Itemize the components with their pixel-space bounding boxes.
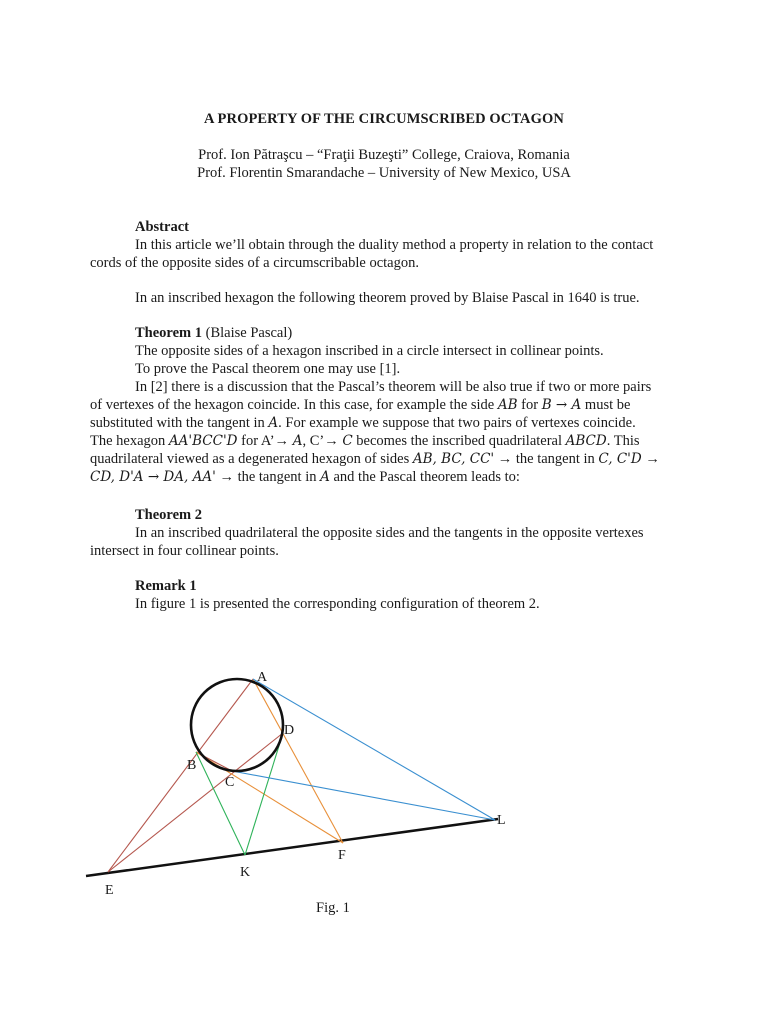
label-l: L — [497, 813, 506, 828]
text-fragment: and the Pascal theorem leads to: — [333, 469, 520, 485]
paper-title: A PROPERTY OF THE CIRCUMSCRIBED OCTAGON — [204, 111, 564, 127]
author-line-1: Prof. Ion Pătraşcu – “Fraţii Buzeşti” College, Craiova, Romania — [198, 147, 570, 163]
label-b: B — [187, 758, 197, 773]
text-fragment: must be — [581, 397, 631, 413]
text-fragment: → the tangent in — [215, 469, 321, 485]
math-cd-da: CD, D'A → DA, AA' — [90, 469, 216, 485]
theorem2-line-1: In an inscribed quadrilateral the opposite sides and the tangents in the opposite vertexes — [135, 525, 644, 541]
math-a: A — [320, 469, 330, 485]
math-sides: AB, BC, CC' — [412, 451, 495, 467]
theorem1-proof-ref: To prove the Pascal theorem one may use [1]. — [135, 361, 401, 377]
theorem1-statement: The opposite sides of a hexagon inscribed in a circle intersect in collinear points. — [135, 343, 604, 359]
intro-paragraph: In an inscribed hexagon the following theorem proved by Blaise Pascal in 1640 is true. — [135, 290, 640, 306]
abstract-line-1: In this article we’ll obtain through the duality method a property in relation to the contact — [135, 237, 654, 253]
line-al — [253, 679, 495, 820]
tangent-line-el — [86, 819, 498, 876]
text-fragment: for — [517, 397, 542, 413]
math-hexagon: AA'BCC'D — [168, 433, 238, 449]
label-c: C — [225, 775, 235, 790]
math-ab: AB — [497, 397, 518, 413]
math-b-to-a: B → A — [541, 397, 582, 413]
text-fragment: , C’→ — [302, 433, 343, 449]
theorem1-discussion-line-2 — [90, 397, 630, 414]
label-e: E — [105, 883, 114, 898]
figure-1-diagram — [0, 640, 768, 940]
math-c: C — [342, 433, 353, 449]
figure-caption: Fig. 1 — [316, 900, 350, 916]
remark1-text: In figure 1 is presented the corresponding configuration of theorem 2. — [135, 596, 540, 612]
theorem1-discussion-line-6 — [90, 469, 520, 486]
math-c-cd: C, C'D — [598, 451, 642, 467]
text-fragment: The hexagon — [90, 433, 166, 449]
label-k: K — [240, 865, 251, 880]
text-fragment: → — [641, 451, 660, 467]
circle — [191, 679, 283, 771]
theorem2-line-2: intersect in four collinear points. — [90, 543, 279, 559]
text-fragment: substituted with the tangent in — [90, 415, 265, 431]
text-fragment: quadrilateral viewed as a degenerated hexagon of sides — [90, 451, 410, 467]
theorem1-discussion-line-3 — [90, 415, 636, 432]
abstract-line-2: cords of the opposite sides of a circumscribable octagon. — [90, 255, 419, 271]
text-fragment: of vertexes of the hexagon coincide. In this case, for example the side — [90, 397, 495, 413]
theorem2-heading: Theorem 2 — [135, 507, 202, 523]
abstract-heading: Abstract — [135, 219, 189, 235]
theorem1-discussion-line-4 — [90, 433, 640, 450]
label-a: A — [257, 670, 268, 685]
text-fragment: → the tangent in — [494, 451, 599, 467]
theorem1-discussion-line-5 — [90, 451, 660, 468]
label-f: F — [338, 848, 346, 863]
theorem1-heading: Theorem 1 — [135, 325, 202, 341]
line-cl — [232, 771, 495, 820]
math-a: A — [292, 433, 303, 449]
math-abcd: ABCD — [565, 433, 607, 449]
text-fragment: becomes the inscribed quadrilateral — [352, 433, 566, 449]
theorem1-heading-suffix: (Blaise Pascal) — [202, 325, 293, 341]
label-d: D — [284, 723, 295, 738]
line-dk — [245, 733, 283, 855]
theorem1-heading-line — [135, 325, 292, 342]
remark1-heading: Remark 1 — [135, 578, 197, 594]
author-line-2: Prof. Florentin Smarandache – University of New Mexico, USA — [197, 165, 571, 181]
theorem1-discussion-line-1: In [2] there is a discussion that the Pascal’s theorem will be also true if two or more pairs — [135, 379, 652, 395]
text-fragment: for A’→ — [237, 433, 293, 449]
text-fragment: . This — [606, 433, 640, 449]
math-a: A — [268, 415, 279, 431]
text-fragment: . For example we suppose that two pairs of vertexes coincide. — [278, 415, 636, 431]
